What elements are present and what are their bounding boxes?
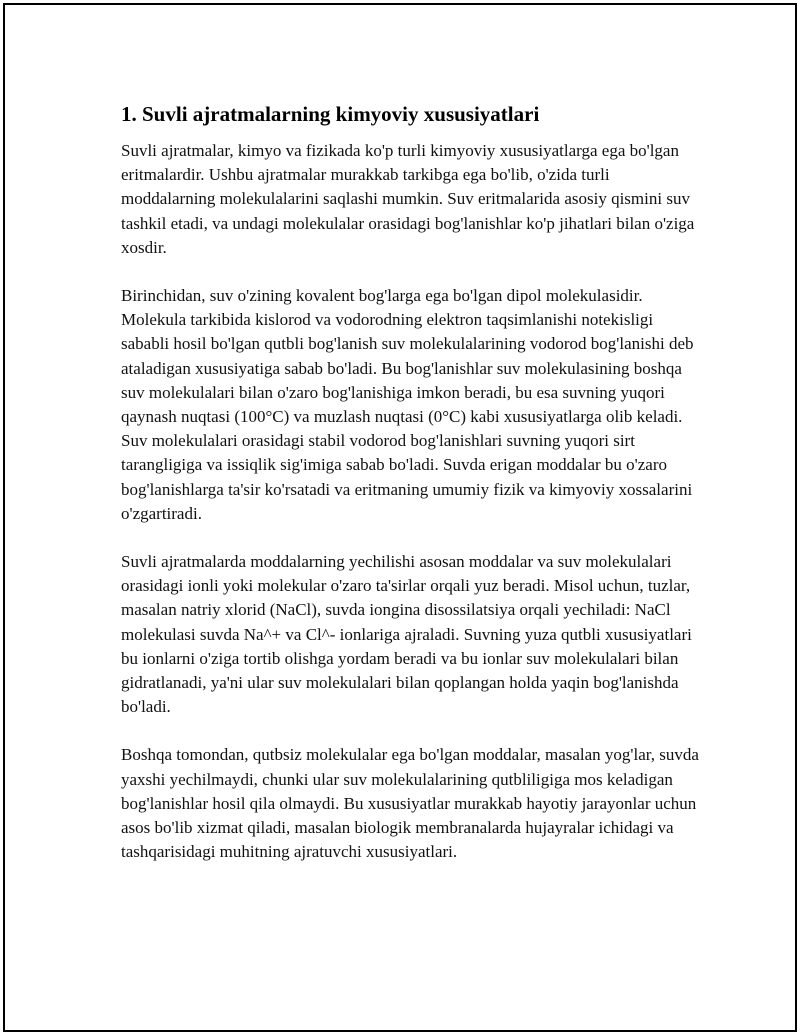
paragraph-water-dipole: Birinchidan, suv o'zining kovalent bog'larga ega bo'lgan dipol molekulasidir. Molekula tarkibida kislorod va vodorodning elektron taqsimlanishi notekisligi sababli hosil bo'lgan qutbli bog'lanish suv molekulalarining vodorod bog'lanishi deb ataladigan xususiyatiga sabab bo'ladi. Bu bog'lanishlar suv molekulasining boshqa suv molekulalari bilan o'zaro bog'lanishiga imkon beradi, bu esa suvning yuqori qaynash nuqtasi (100°C) va muzlash nuqtasi (0°C) kabi xususiyatlarga olib keladi. Suv molekulalari orasidagi stabil vodorod bog'lanishlari suvning yuqori sirt tarangligiga va issiqlik sig'imiga sabab bo'ladi. Suvda erigan moddalar bu o'zaro bog'lanishlarga ta'sir ko'rsatadi va eritmaning umumiy fizik va kimyoviy xossalarini o'zgartiradi. — [121, 286, 694, 523]
paragraph-dissolution: Suvli ajratmalarda moddalarning yechilishi asosan moddalar va suv molekulalari orasidagi ionli yoki molekular o'zaro ta'sirlar orqali yuz beradi. Misol uchun, tuzlar, masalan natriy xlorid (NaCl), suvda iongina disossilatsiya orqali yechiladi: NaCl molekulasi suvda Na^+ va Cl^- ionlariga ajraladi. Suvning yuza qutbli xususiyatlari bu ionlarni o'ziga tortib olishga yordam beradi va bu ionlar suv molekulalari bilan gidratlanadi, ya'ni ular suv molekulalari bilan qoplangan holda yaqin bog'lanishda bo'ladi. — [121, 552, 692, 717]
paragraph-nonpolar: Boshqa tomondan, qutbsiz molekulalar ega bo'lgan moddalar, masalan yog'lar, suvda yaxshi yechilmaydi, chunki ular suv molekulalarining qutbliligiga mos keladigan bog'lanishlar hosil qila olmaydi. Bu xususiyatlar murakkab hayotiy jarayonlar uchun asos bo'lib xizmat qiladi, masalan biologik membranalarda hujayralar ichidagi va tashqarisidagi muhitning ajratuvchi xususiyatlari. — [121, 745, 699, 862]
document-body — [121, 101, 701, 888]
section-heading: 1. Suvli ajratmalarning kimyoviy xususiyatlari — [121, 102, 540, 126]
page-frame — [3, 3, 797, 1032]
paragraph-intro: Suvli ajratmalar, kimyo va fizikada ko'p turli kimyoviy xususiyatlarga ega bo'lgan eritmalardir. Ushbu ajratmalar murakkab tarkibga ega bo'lib, o'zida turli moddalarning molekulalarini saqlashi mumkin. Suv eritmalarida asosiy qismini suv tashkil etadi, va undagi molekulalar orasidagi bog'lanishlar ko'p jihatlari bilan o'ziga xosdir. — [121, 141, 695, 257]
